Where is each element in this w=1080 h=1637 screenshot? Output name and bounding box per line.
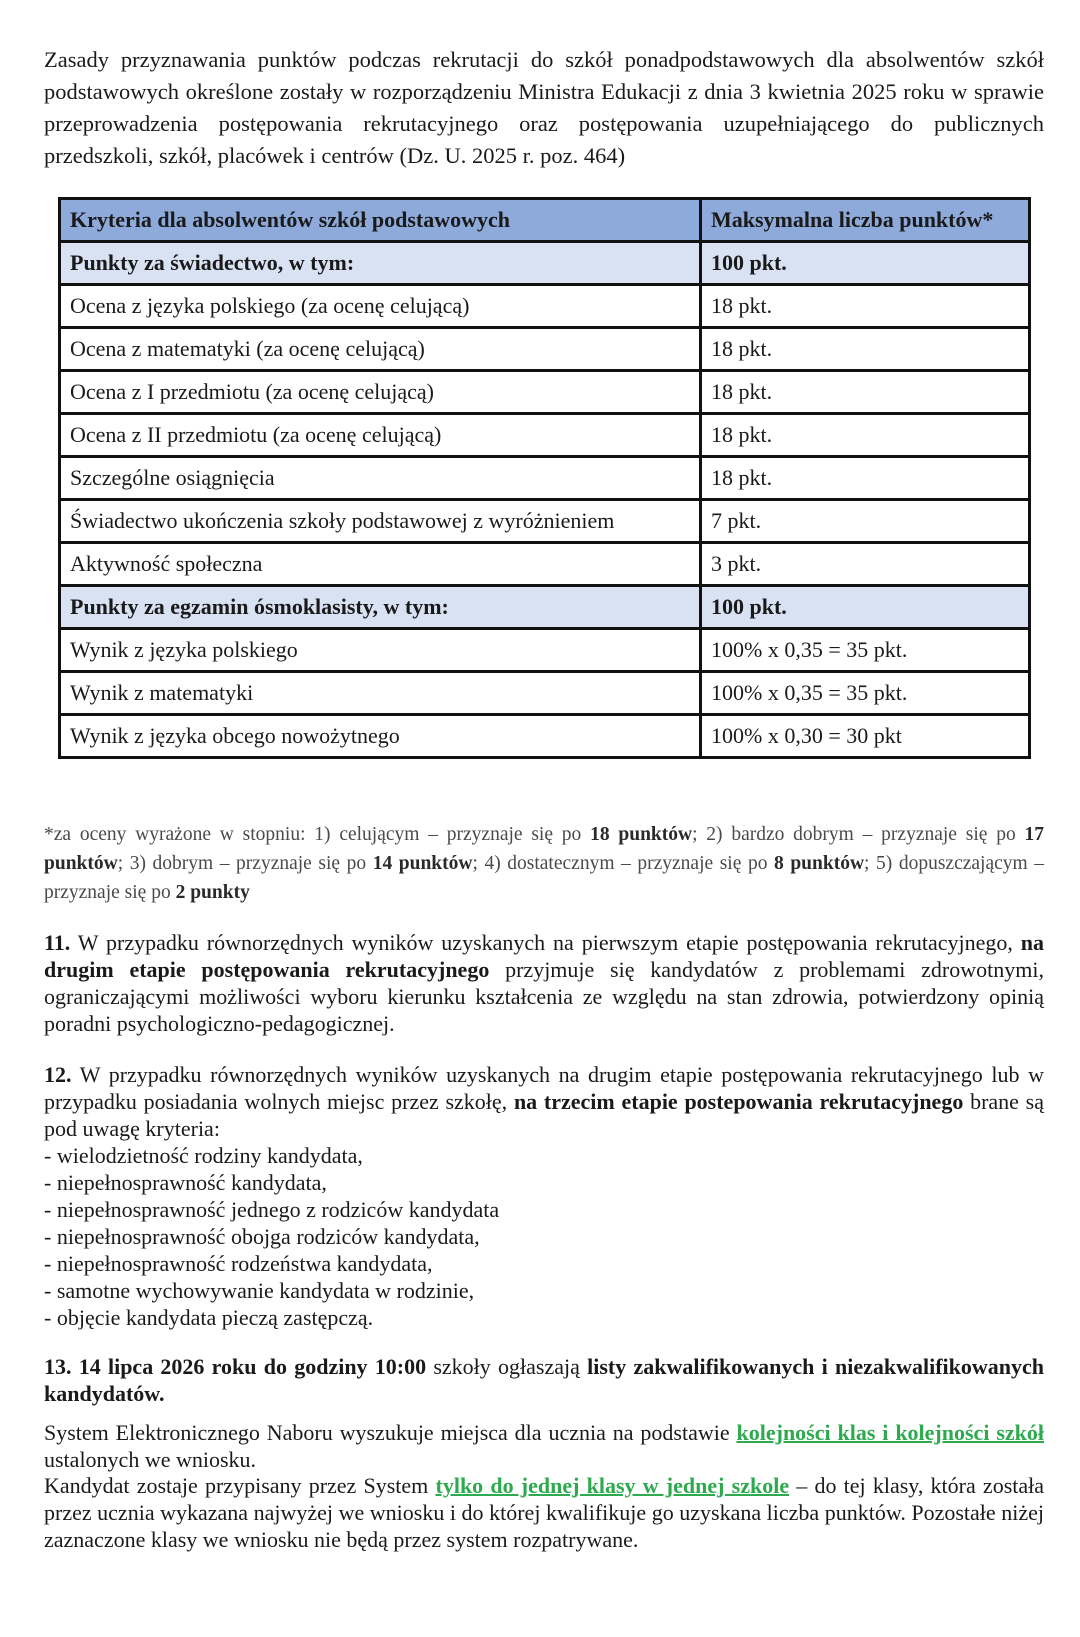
header-max-points: Maksymalna liczba punktów* [701,199,1030,242]
points: 18 pkt. [701,371,1030,414]
table-row [60,414,1030,457]
list-item: - samotne wychowywanie kandydata w rodzinie, [44,1278,475,1303]
list-item: - niepełnosprawność obojga rodziców kandydata, [44,1224,480,1249]
paragraph-text: – do tej klasy, która została przez ucznia wykazana najwyżej we wniosku i do której kwalifikuje go uzyskana liczba punktów. Pozostałe niżej zaznaczone klasy we wniosku nie będą przez system rozpatrywane. [44,1473,1045,1552]
points: 18 pkt. [701,328,1030,371]
footnote-bold: 8 punktów [774,853,865,874]
criterion: Wynik z języka polskiego [60,629,701,672]
list-item: - objęcie kandydata pieczą zastępczą. [44,1305,374,1330]
criteria-table [58,197,1031,759]
points: 100 pkt. [701,242,1030,285]
points: 100 pkt. [701,586,1030,629]
section-11 [44,929,1044,1037]
table-row [60,500,1030,543]
criterion: Wynik z języka obcego nowożytnego [60,715,701,758]
candidate-paragraph [44,1472,1044,1553]
section-number: 11. [44,930,71,955]
table-row [60,715,1030,758]
list-item: - wielodzietność rodziny kandydata, [44,1143,363,1168]
section-text: szkoły ogłaszają [426,1354,588,1379]
section-text: W przypadku równorzędnych wyników uzyskanych na pierwszym etapie postępowania rekrutacyjnego, [70,930,1021,955]
points: 18 pkt. [701,285,1030,328]
footnote-bold: 17 punktów [44,824,1044,874]
criterion: Szczególne osiągnięcia [60,457,701,500]
footnote-text: ; 5) dopuszczającym – przyznaje się po [44,853,1045,903]
list-item: - niepełnosprawność rodzeństwa kandydata, [44,1251,433,1276]
list-item: - niepełnosprawność jednego z rodziców kandydata [44,1197,500,1222]
table-row [60,457,1030,500]
section-emphasis: 13. 14 lipca 2026 roku do godziny 10:00 [44,1354,427,1379]
footnote-text: ; 4) dostatecznym – przyznaje się po [472,853,775,874]
header-criteria: Kryteria dla absolwentów szkół podstawowych [60,199,701,242]
section-12-intro [44,1061,1044,1142]
points: 18 pkt. [701,457,1030,500]
footnote-bold: 18 punktów [590,824,693,845]
section-text: przyjmuje się kandydatów z problemami zdrowotnymi, ograniczającymi możliwości wyboru kierunku kształcenia ze względu na stan zdrowia, potwierdzony opinią poradni psychologiczno-pedagogicznej. [44,957,1044,1036]
footnote-text: ; 2) bardzo dobrym – przyznaje się po [692,824,1025,845]
points: 7 pkt. [701,500,1030,543]
third-stage-criteria-list [44,1142,1044,1331]
points: 100% x 0,35 = 35 pkt. [701,629,1030,672]
criterion: Aktywność społeczna [60,543,701,586]
section-12 [44,1061,1044,1331]
section-text: brane są pod uwagę kryteria: [44,1089,1045,1141]
section-13 [44,1353,1044,1407]
footnote-text: *za oceny wyrażone w stopniu: 1) celującym – przyznaje się po [44,824,591,845]
table-row [60,285,1030,328]
criterion: Ocena z I przedmiotu (za ocenę celującą) [60,371,701,414]
table-row [60,371,1030,414]
criterion: Ocena z II przedmiotu (za ocenę celującą) [60,414,701,457]
section-number: 12. [44,1062,72,1087]
criterion: Świadectwo ukończenia szkoły podstawowej z wyróżnieniem [60,500,701,543]
table-row [60,629,1030,672]
footnote-bold: 14 punktów [372,853,473,874]
table-row [60,328,1030,371]
intro-paragraph: Zasady przyznawania punktów podczas rekrutacji do szkół ponadpodstawowych dla absolwentów szkół podstawowych określone zostały w rozporządzeniu Ministra Edukacji z dnia 3 kwietnia 2025 roku w sprawie przeprowadzenia postępowania rekrutacyjnego oraz postępowania uzupełniającego do publicznych przedszkoli, szkół, placówek i centrów (Dz. U. 2025 r. poz. 464) [44,47,1044,168]
one-class-one-school-link[interactable]: tylko do jednej klasy w jednej szkole [435,1473,790,1498]
list-item: - niepełnosprawność kandydata, [44,1170,327,1195]
points: 3 pkt. [701,543,1030,586]
criterion: Wynik z matematyki [60,672,701,715]
table-row [60,672,1030,715]
table-row-section [60,242,1030,285]
criterion: Punkty za egzamin ósmoklasisty, w tym: [60,586,701,629]
table-footnote [44,820,1044,907]
points: 100% x 0,35 = 35 pkt. [701,672,1030,715]
points: 18 pkt. [701,414,1030,457]
section-emphasis: listy zakwalifikowanych i niezakwalifikowanych kandydatów. [44,1354,1044,1406]
criterion: Ocena z matematyki (za ocenę celującą) [60,328,701,371]
criterion: Ocena z języka polskiego (za ocenę celującą) [60,285,701,328]
section-emphasis: na trzecim etapie postepowania rekrutacyjnego [513,1089,964,1114]
paragraph-text: Kandydat zostaje przypisany przez System [44,1473,436,1498]
system-paragraph [44,1419,1044,1473]
points: 100% x 0,30 = 30 pkt [701,715,1030,758]
criterion: Punkty za świadectwo, w tym: [60,242,701,285]
paragraph-text: ustalonych we wniosku. [44,1447,257,1472]
table-row-section [60,586,1030,629]
table-row [60,543,1030,586]
footnote-text: ; 3) dobrym – przyznaje się po [117,853,373,874]
paragraph-text: System Elektronicznego Naboru wyszukuje miejsca dla ucznia na podstawie [44,1420,737,1445]
section-text: W przypadku równorzędnych wyników uzyskanych na drugim etapie postępowania rekrutacyjnego lub w przypadku posiadania wolnych miejsc przez szkołę, [44,1062,1044,1114]
table-header-row [60,199,1030,242]
section-emphasis: na drugim etapie postępowania rekrutacyjnego [44,930,1044,982]
order-of-classes-link[interactable]: kolejności klas i kolejności szkół [736,1420,1044,1445]
footnote-bold: 2 punkty [175,882,250,903]
